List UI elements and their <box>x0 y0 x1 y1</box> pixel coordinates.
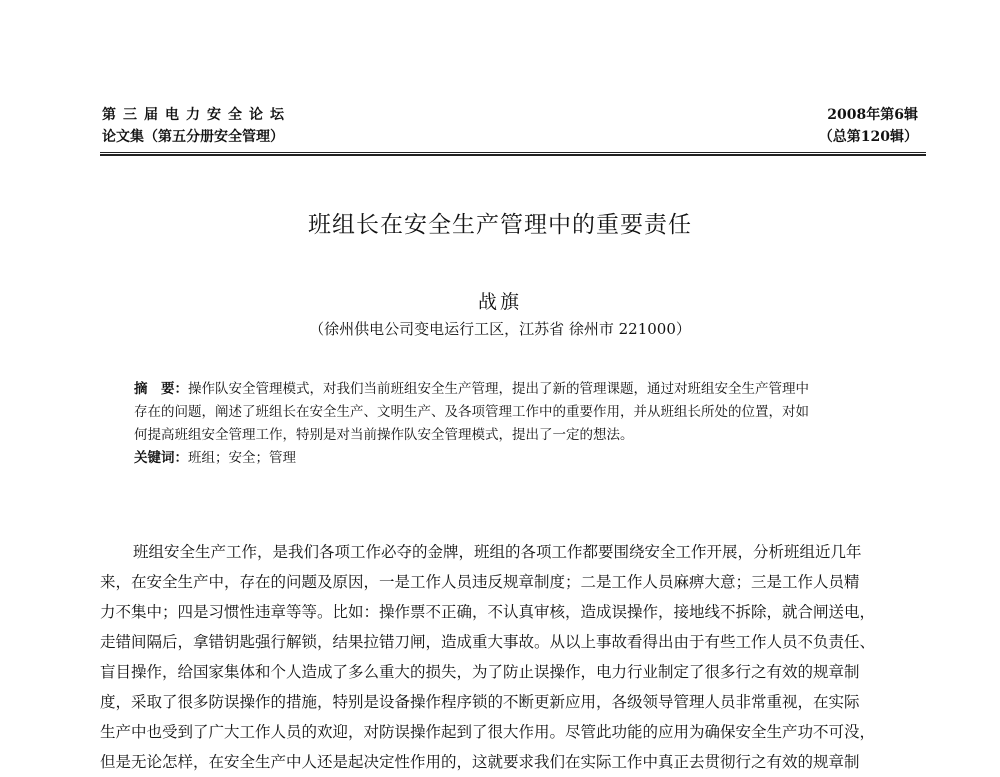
journal-header-left <box>102 104 291 148</box>
body-line: 盲目操作，给国家集体和个人造成了多么重大的损失，为了防止误操作，电力行业制定了很多行之有效的规章制 <box>100 663 860 681</box>
body-text <box>100 537 928 777</box>
keywords-line <box>134 447 904 470</box>
total-issue-number: （总第120辑） <box>818 129 918 145</box>
header-divider <box>100 152 926 156</box>
volume-title: 论文集（第五分册安全管理） <box>102 129 284 145</box>
abstract-block <box>134 378 904 470</box>
body-line: 来，在安全生产中，存在的问题及原因，一是工作人员违反规章制度；二是工作人员麻痹大意；三是工作人员精 <box>100 573 860 591</box>
abstract-line: 存在的问题，阐述了班组长在安全生产、文明生产、及各项管理工作中的重要作用，并从班组长所处的位置，对如 <box>134 404 809 420</box>
journal-header-right <box>819 104 918 148</box>
body-line: 度，采取了很多防误操作的措施，特别是设备操作程序锁的不断更新应用，各级领导管理人员非常重视，在实际 <box>100 693 860 711</box>
keywords-text: 班组；安全；管理 <box>188 450 296 466</box>
abstract-label: 摘 要： <box>134 381 188 397</box>
series-title: 第三届电力安全论坛 <box>102 107 291 123</box>
author-affiliation: （徐州供电公司变电运行工区，江苏省 徐州市 221000） <box>309 320 691 338</box>
issue-number: 2008年第6辑 <box>827 107 918 123</box>
body-line: 力不集中；四是习惯性违章等等。比如：操作票不正确，不认真审核，造成误操作，接地线不拆除，就合闸送电， <box>100 603 876 621</box>
abstract-line: 何提高班组安全管理工作，特别是对当前操作队安全管理模式，提出了一定的想法。 <box>134 427 634 443</box>
article-title: 班组长在安全生产管理中的重要责任 <box>308 212 692 238</box>
abstract-line <box>134 378 904 401</box>
article-author: 战旗 <box>477 291 522 313</box>
body-line: 生产中也受到了广大工作人员的欢迎，对防误操作起到了很大作用。尽管此功能的应用为确保安全生产功不可没， <box>100 723 876 741</box>
keywords-label: 关键词： <box>134 450 188 466</box>
abstract-text: 操作队安全管理模式，对我们当前班组安全生产管理，提出了新的管理课题，通过对班组安全生产管理中 <box>188 381 809 397</box>
body-line: 但是无论怎样，在安全生产中人还是起决定性作用的，这就要求我们在实际工作中真正去贯彻行之有效的规章制 <box>100 753 860 771</box>
body-line: 班组安全生产工作，是我们各项工作必夺的金牌，班组的各项工作都要围绕安全工作开展，分析班组近几年 <box>133 543 862 561</box>
body-line: 走错间隔后，拿错钥匙强行解锁，结果拉错刀闸，造成重大事故。从以上事故看得出由于有些工作人员不负责任、 <box>100 633 876 651</box>
